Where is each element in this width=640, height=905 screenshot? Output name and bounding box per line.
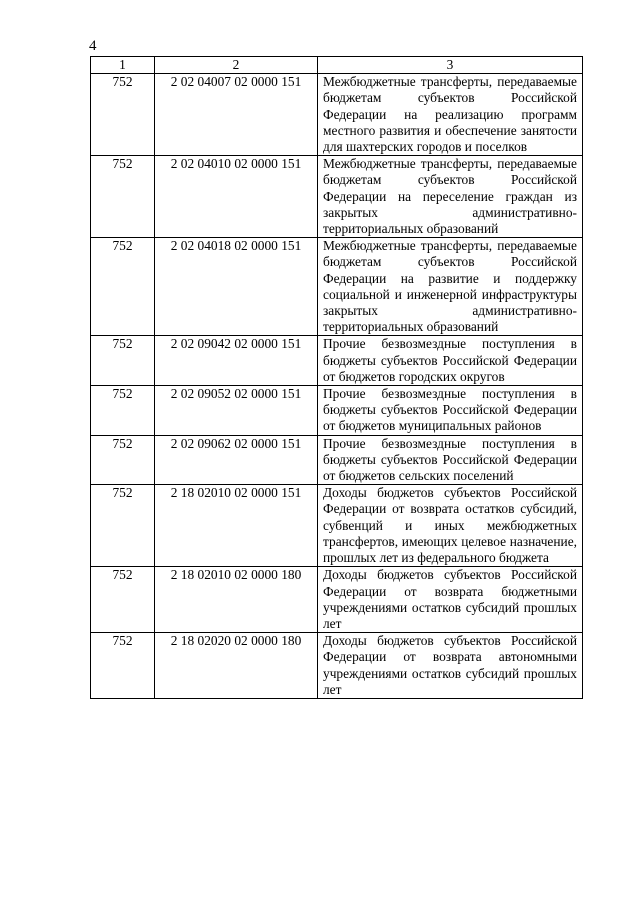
row-description-cell: Доходы бюджетов субъектов Российской Федерации от возврата бюджетными учреждениями остатков субсидий прошлых лет [318,567,583,633]
row-kbk-cell: 2 18 02020 02 0000 180 [155,633,318,699]
table-row [91,485,583,567]
row-code-cell: 752 [91,74,155,156]
row-kbk-cell: 2 18 02010 02 0000 180 [155,567,318,633]
header-cell-2: 2 [155,57,318,74]
row-description-cell: Межбюджетные трансферты, передаваемые бюджетам субъектов Российской Федерации на реализацию программ местного развития и обеспечение занятости для шахтерских городов и поселков [318,74,583,156]
table-row [91,156,583,238]
header-cell-1: 1 [91,57,155,74]
row-kbk-cell: 2 02 04010 02 0000 151 [155,156,318,238]
row-description-cell: Доходы бюджетов субъектов Российской Федерации от возврата автономными учреждениями остатков субсидий прошлых лет [318,633,583,699]
table-row [91,74,583,156]
row-code-cell: 752 [91,633,155,699]
row-description-cell: Прочие безвозмездные поступления в бюджеты субъектов Российской Федерации от бюджетов сельских поселений [318,435,583,485]
row-kbk-cell: 2 18 02010 02 0000 151 [155,485,318,567]
row-description-cell: Межбюджетные трансферты, передаваемые бюджетам субъектов Российской Федерации на развитие и поддержку социальной и инженерной инфраструктуры закрытых административно-территориальных образований [318,238,583,336]
row-code-cell: 752 [91,336,155,386]
table-header-row [91,57,583,74]
table-row [91,435,583,485]
row-code-cell: 752 [91,386,155,436]
row-description-cell: Межбюджетные трансферты, передаваемые бюджетам субъектов Российской Федерации на переселение граждан из закрытых административно-территориальных образований [318,156,583,238]
row-code-cell: 752 [91,156,155,238]
row-kbk-cell: 2 02 04007 02 0000 151 [155,74,318,156]
row-code-cell: 752 [91,485,155,567]
table-row [91,336,583,386]
row-description-cell: Прочие безвозмездные поступления в бюджеты субъектов Российской Федерации от бюджетов городских округов [318,336,583,386]
row-kbk-cell: 2 02 04018 02 0000 151 [155,238,318,336]
page-number: 4 [89,38,97,54]
table-row [91,633,583,699]
row-code-cell: 752 [91,435,155,485]
row-kbk-cell: 2 02 09052 02 0000 151 [155,386,318,436]
row-description-cell: Доходы бюджетов субъектов Российской Федерации от возврата остатков субсидий, субвенций и иных межбюджетных трансфертов, имеющих целевое назначение, прошлых лет из федерального бюджета [318,485,583,567]
row-code-cell: 752 [91,567,155,633]
table-body [91,57,583,699]
header-cell-3: 3 [318,57,583,74]
row-code-cell: 752 [91,238,155,336]
table-row [91,386,583,436]
row-description-cell: Прочие безвозмездные поступления в бюджеты субъектов Российской Федерации от бюджетов муниципальных районов [318,386,583,436]
row-kbk-cell: 2 02 09062 02 0000 151 [155,435,318,485]
row-kbk-cell: 2 02 09042 02 0000 151 [155,336,318,386]
table-row [91,238,583,336]
budget-codes-table [90,56,583,699]
table-row [91,567,583,633]
